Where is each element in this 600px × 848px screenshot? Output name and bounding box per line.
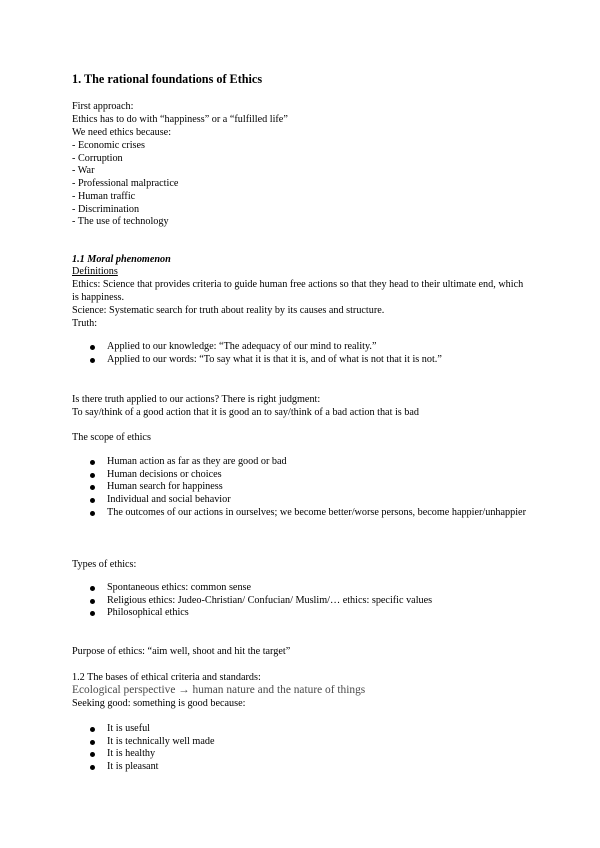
ethics-definition: Ethics: Science that provides criteria to guide human free actions so that they head to their ultimate end, which is happiness. [72,279,524,303]
bullet-icon [90,740,95,745]
list-item: Human action as far as they are good or bad [72,456,527,469]
list-item: It is technically well made [72,736,215,749]
truth-question: Is there truth applied to our actions? There is right judgment: [72,394,321,405]
truth-answer: To say/think of a good action that it is good an to say/think of a bad action that is bad [72,407,420,418]
seeking-good-line: Seeking good: something is good because: [72,698,246,709]
list-item: - Human traffic [72,190,136,202]
list-item: - Economic crises [72,140,145,151]
reasons-list [72,140,178,229]
truth-label: Truth: [72,318,98,329]
bullet-icon [90,599,95,604]
bullet-icon [90,485,95,490]
list-item: - Corruption [72,152,123,164]
bullet-icon [90,586,95,591]
list-item: Applied to our knowledge: “The adequacy of our mind to reality.” [72,341,442,354]
definitions-label: Definitions [72,266,118,277]
scope-label: The scope of ethics [72,432,151,443]
good-reasons-list [72,723,215,774]
bullet-icon [90,511,95,516]
bullet-icon [90,498,95,503]
list-item: Human decisions or choices [72,469,527,482]
section-heading-moral: 1.1 Moral phenomenon [72,254,171,265]
scope-list [72,456,527,519]
page-title: 1. The rational foundations of Ethics [72,72,263,86]
list-item: The outcomes of our actions in ourselves; we become better/worse persons, become happier/unhappier [72,507,527,520]
types-list [72,582,432,620]
list-item: It is healthy [72,748,215,761]
truth-list [72,341,442,366]
need-ethics-line: We need ethics because: [72,127,172,138]
list-item: It is useful [72,723,215,736]
list-item: It is pleasant [72,761,215,774]
bullet-icon [90,460,95,465]
list-item: Religious ethics: Judeo-Christian/ Confucian/ Muslim/… ethics: specific values [72,595,432,608]
bullet-icon [90,358,95,363]
list-item: Spontaneous ethics: common sense [72,582,432,595]
bullet-icon [90,752,95,757]
section-heading-bases: 1.2 The bases of ethical criteria and standards: [72,672,261,683]
list-item: - Discrimination [72,203,140,215]
list-item: - War [72,165,95,177]
list-item: - The use of technology [72,216,169,228]
science-definition: Science: Systematic search for truth about reality by its causes and structure. [72,305,385,316]
bullet-icon [90,765,95,770]
types-label: Types of ethics: [72,559,137,570]
first-approach-label: First approach: [72,101,134,112]
bullet-icon [90,727,95,732]
ecological-perspective: Ecological perspective → human nature and the nature of things [72,684,366,696]
happiness-line: Ethics has to do with “happiness” or a “fulfilled life” [72,114,288,125]
bullet-icon [90,473,95,478]
list-item: Individual and social behavior [72,494,527,507]
list-item: Applied to our words: “To say what it is that it is, and of what is not that it is not.” [72,354,442,367]
purpose-line: Purpose of ethics: “aim well, shoot and hit the target” [72,646,291,657]
list-item: Philosophical ethics [72,607,432,620]
bullet-icon [90,345,95,350]
list-item: Human search for happiness [72,481,527,494]
list-item: - Professional malpractice [72,178,179,190]
bullet-icon [90,611,95,616]
